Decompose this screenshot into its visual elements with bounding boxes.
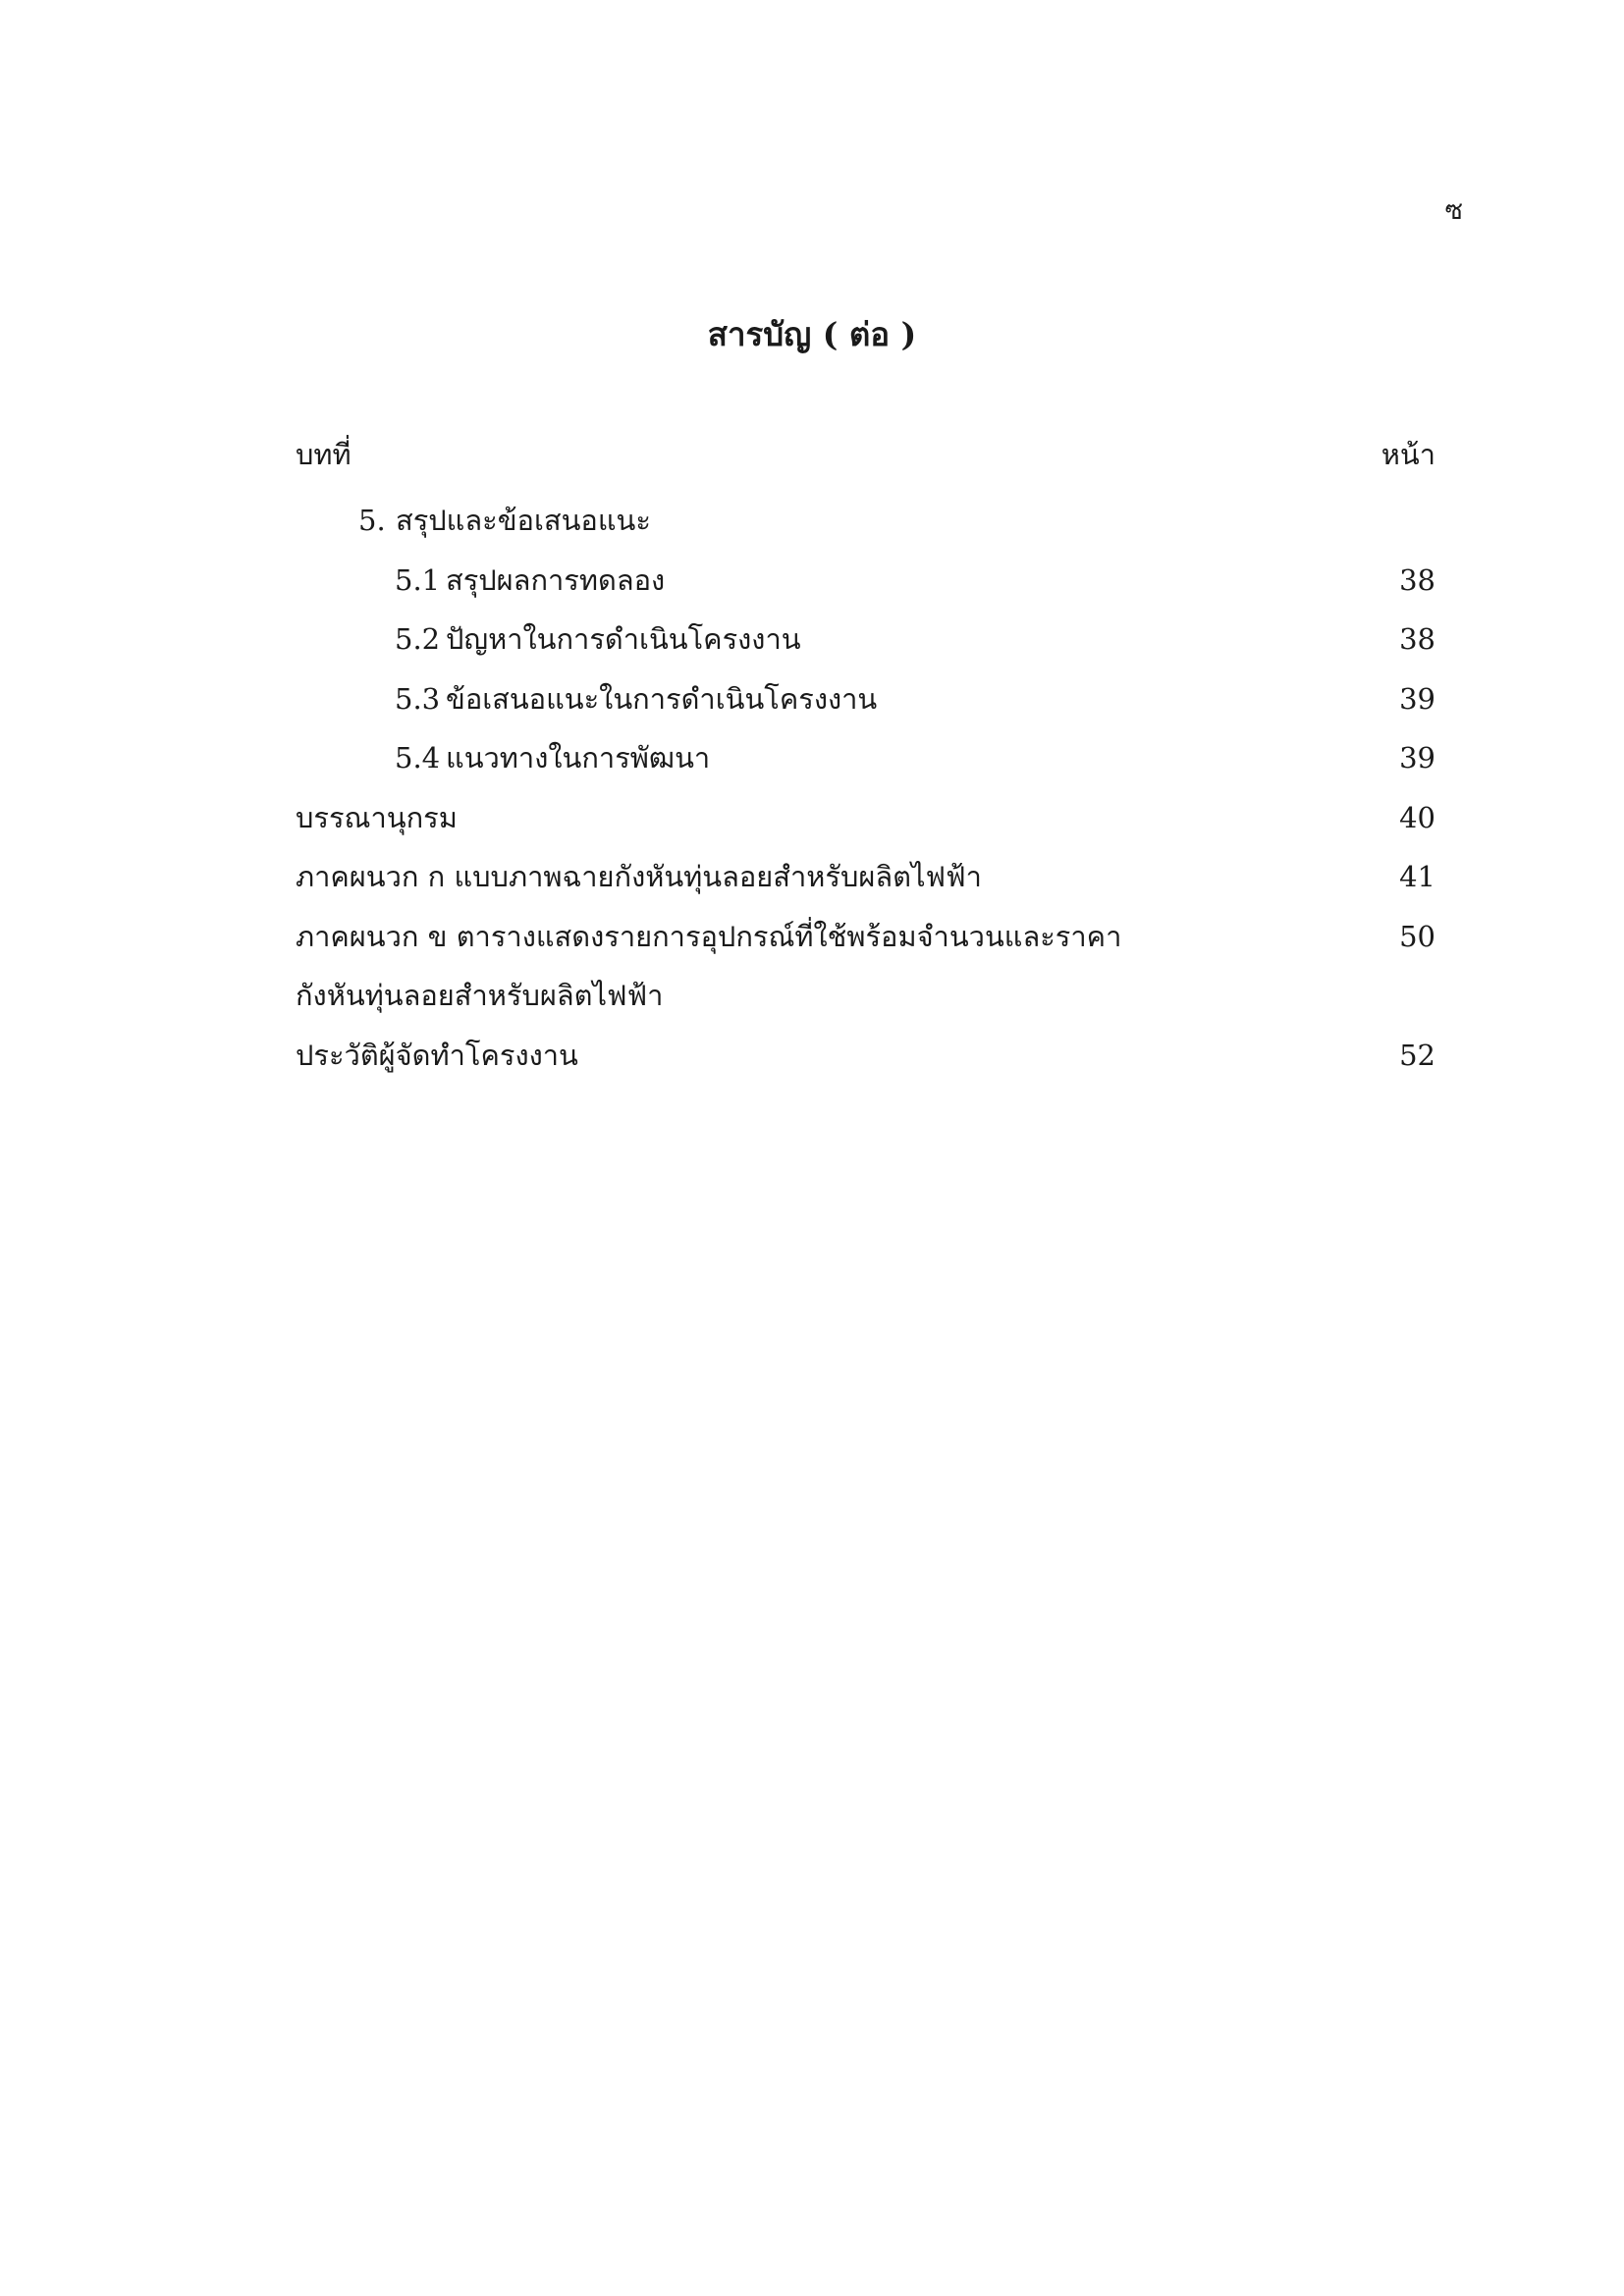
toc-header: [296, 432, 1435, 475]
entry-page: 39: [1399, 681, 1435, 716]
toc-entry-5-1[interactable]: [296, 551, 1435, 611]
entry-text: [296, 622, 801, 656]
entry-number: 5.4: [395, 741, 441, 774]
entry-text: [296, 563, 665, 597]
entry-page: 52: [1399, 1038, 1435, 1072]
entry-title: ภาคผนวก ข ตารางแสดงรายการอุปกรณ์ที่ใช้พร้อมจำนวนและราคา: [296, 919, 1122, 953]
entry-number: 5.3: [395, 681, 441, 716]
entry-number: 5.2: [395, 622, 441, 656]
entry-title: ประวัติผู้จัดทำโครงงาน: [296, 1038, 578, 1072]
page-column-label: หน้า: [1380, 438, 1435, 471]
toc-entry-chapter-5[interactable]: [296, 491, 1435, 551]
entry-text: [296, 741, 710, 774]
entry-page: 39: [1399, 741, 1435, 774]
entry-title: บรรณานุกรม: [296, 800, 458, 834]
page-title: สารบัญ ( ต่อ ): [707, 315, 917, 353]
entry-title: แนวทางในการพัฒนา: [446, 741, 711, 774]
chapter-column-label: บทที่: [296, 438, 352, 471]
entry-number: 5.: [358, 504, 386, 537]
toc-entry-appendix-b[interactable]: [296, 907, 1435, 967]
toc-entry-5-2[interactable]: [296, 610, 1435, 669]
toc-entry-5-3[interactable]: [296, 669, 1435, 729]
toc-entry-author-biography[interactable]: [296, 1026, 1435, 1086]
entry-title: กังหันทุ่นลอยสำหรับผลิตไฟฟ้า: [296, 979, 664, 1012]
entry-text: [296, 504, 651, 537]
toc-list: [296, 491, 1435, 1085]
toc-entry-appendix-a[interactable]: [296, 847, 1435, 907]
entry-page: 41: [1399, 860, 1435, 893]
entry-title: สรุปผลการทดลอง: [446, 562, 666, 597]
toc-entry-5-4[interactable]: [296, 728, 1435, 788]
toc-entry-appendix-b-continued: [296, 966, 1435, 1026]
entry-text: [296, 682, 877, 716]
entry-title: ภาคผนวก ก แบบภาพฉายกังหันทุ่นลอยสำหรับผลิตไฟฟ้า: [296, 860, 982, 893]
entry-page: 38: [1399, 562, 1435, 597]
entry-page: 38: [1399, 622, 1435, 656]
entry-title: ข้อเสนอแนะในการดำเนินโครงงาน: [446, 681, 878, 716]
entry-page: 40: [1399, 800, 1435, 834]
entry-page: 50: [1399, 919, 1435, 953]
entry-number: 5.1: [395, 562, 441, 597]
entry-title: สรุปและข้อเสนอแนะ: [396, 504, 651, 537]
page-number: ซ: [1444, 195, 1463, 226]
entry-title: ปัญหาในการดำเนินโครงงาน: [446, 622, 801, 656]
toc-entry-bibliography[interactable]: [296, 788, 1435, 848]
